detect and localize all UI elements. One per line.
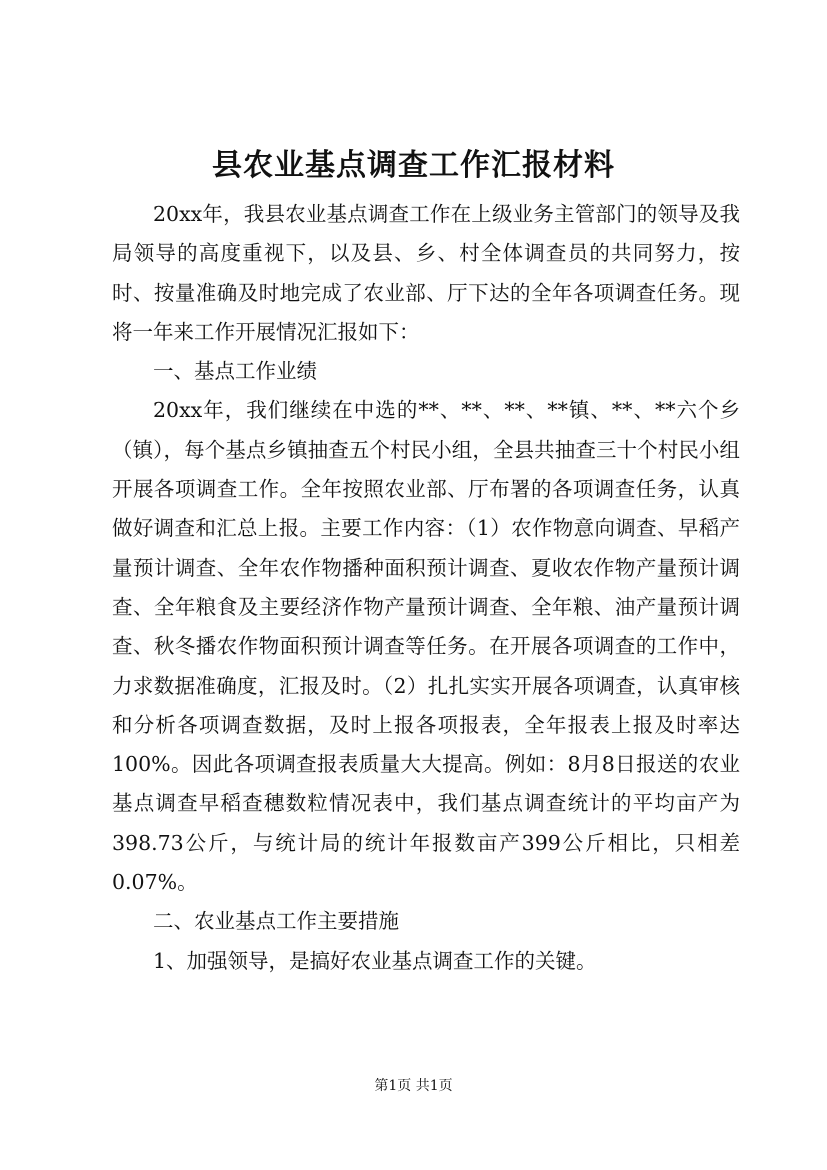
- page-footer: 第1页 共1页: [374, 1078, 453, 1094]
- section-heading-measures: 二、农业基点工作主要措施: [153, 909, 399, 934]
- intro-paragraph: 20xx年，我县农业基点调查工作在上级业务主管部门的领导及我局领导的高度重视下，以及县、乡、村全体调查员的共同努力，按时、按量准确及时地完成了农业部、厅下达的全年各项调查任务。现将一年来工作开展情况汇报如下：: [112, 202, 740, 344]
- section-heading-achievements: 一、基点工作业绩: [153, 359, 317, 384]
- document-body: [112, 195, 740, 981]
- document-title: 县农业基点调查工作汇报材料: [212, 148, 615, 183]
- measure-item-1: 1、加强领导，是搞好农业基点调查工作的关键。: [153, 948, 597, 973]
- achievements-paragraph: 20xx年，我们继续在中选的**、**、**、**镇、**、**六个乡（镇），每个基点乡镇抽查五个村民小组，全县共抽查三十个村民小组开展各项调查工作。全年按照农业部、厅布署的各项调查任务，认真做好调查和汇总上报。主要工作内容：（1）农作物意向调查、早稻产量预计调查、全年农作物播种面积预计调查、夏收农作物产量预计调查、全年粮食及主要经济作物产量预计调查、全年粮、油产量预计调查、秋冬播农作物面积预计调查等任务。在开展各项调查的工作中，力求数据准确度，汇报及时。（2）扎扎实实开展各项调查，认真审核和分析各项调查数据，及时上报各项报表，全年报表上报及时率达100%。因此各项调查报表质量大大提高。例如：8月8日报送的农业基点调查早稻查穗数粒情况表中，我们基点调查统计的平均亩产为398.73公斤，与统计局的统计年报数亩产399公斤相比，只相差0.07%。: [112, 398, 740, 895]
